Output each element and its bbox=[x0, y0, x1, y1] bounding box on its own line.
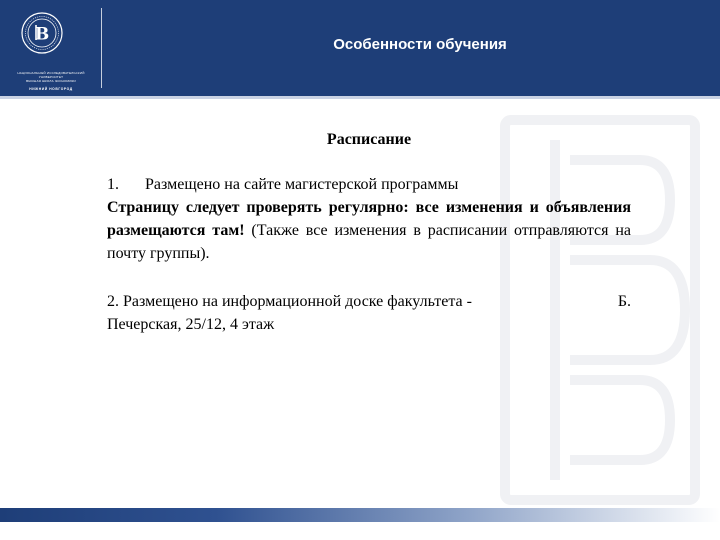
logo-divider bbox=[101, 8, 102, 88]
list-item-2-building: Б. bbox=[617, 293, 631, 310]
logo-caption bbox=[6, 71, 96, 91]
slide-title: Особенности обучения bbox=[333, 36, 507, 53]
list-item-1 bbox=[107, 173, 631, 196]
schedule-notice-regular: (Также все изменения в расписании отправляются на почту группы). bbox=[107, 222, 631, 262]
list-item-2-text: 2. Размещено на информационной доске факультета - bbox=[107, 293, 472, 310]
list-item-1-text: Размещено на сайте магистерской программы bbox=[145, 176, 459, 193]
svg-text:В: В bbox=[34, 24, 50, 45]
logo-city: НИЖНИЙ НОВГОРОД bbox=[29, 87, 73, 91]
header-underline bbox=[0, 96, 720, 99]
logo-line-3: ВЫСШАЯ ШКОЛА ЭКОНОМИКИ bbox=[26, 79, 76, 83]
logo-line-2: УНИВЕРСИТЕТ bbox=[38, 75, 64, 79]
header-bar bbox=[0, 0, 720, 96]
schedule-notice-bold: Страницу следует проверять регулярно: все изменения и объявления размещаются там! bbox=[107, 199, 631, 239]
logo-line-1: НАЦИОНАЛЬНЫЙ ИССЛЕДОВАТЕЛЬСКИЙ bbox=[17, 71, 85, 75]
hse-emblem-icon bbox=[21, 12, 63, 54]
section-title: Расписание bbox=[326, 131, 412, 148]
schedule-notice bbox=[107, 196, 631, 265]
university-logo bbox=[0, 0, 104, 96]
list-item-1-number: 1. bbox=[107, 176, 119, 193]
list-item-2-address: Печерская, 25/12, 4 этаж bbox=[107, 316, 275, 333]
slide-content bbox=[107, 128, 631, 336]
list-item-2 bbox=[107, 290, 631, 313]
footer-gradient-bar bbox=[0, 508, 720, 522]
